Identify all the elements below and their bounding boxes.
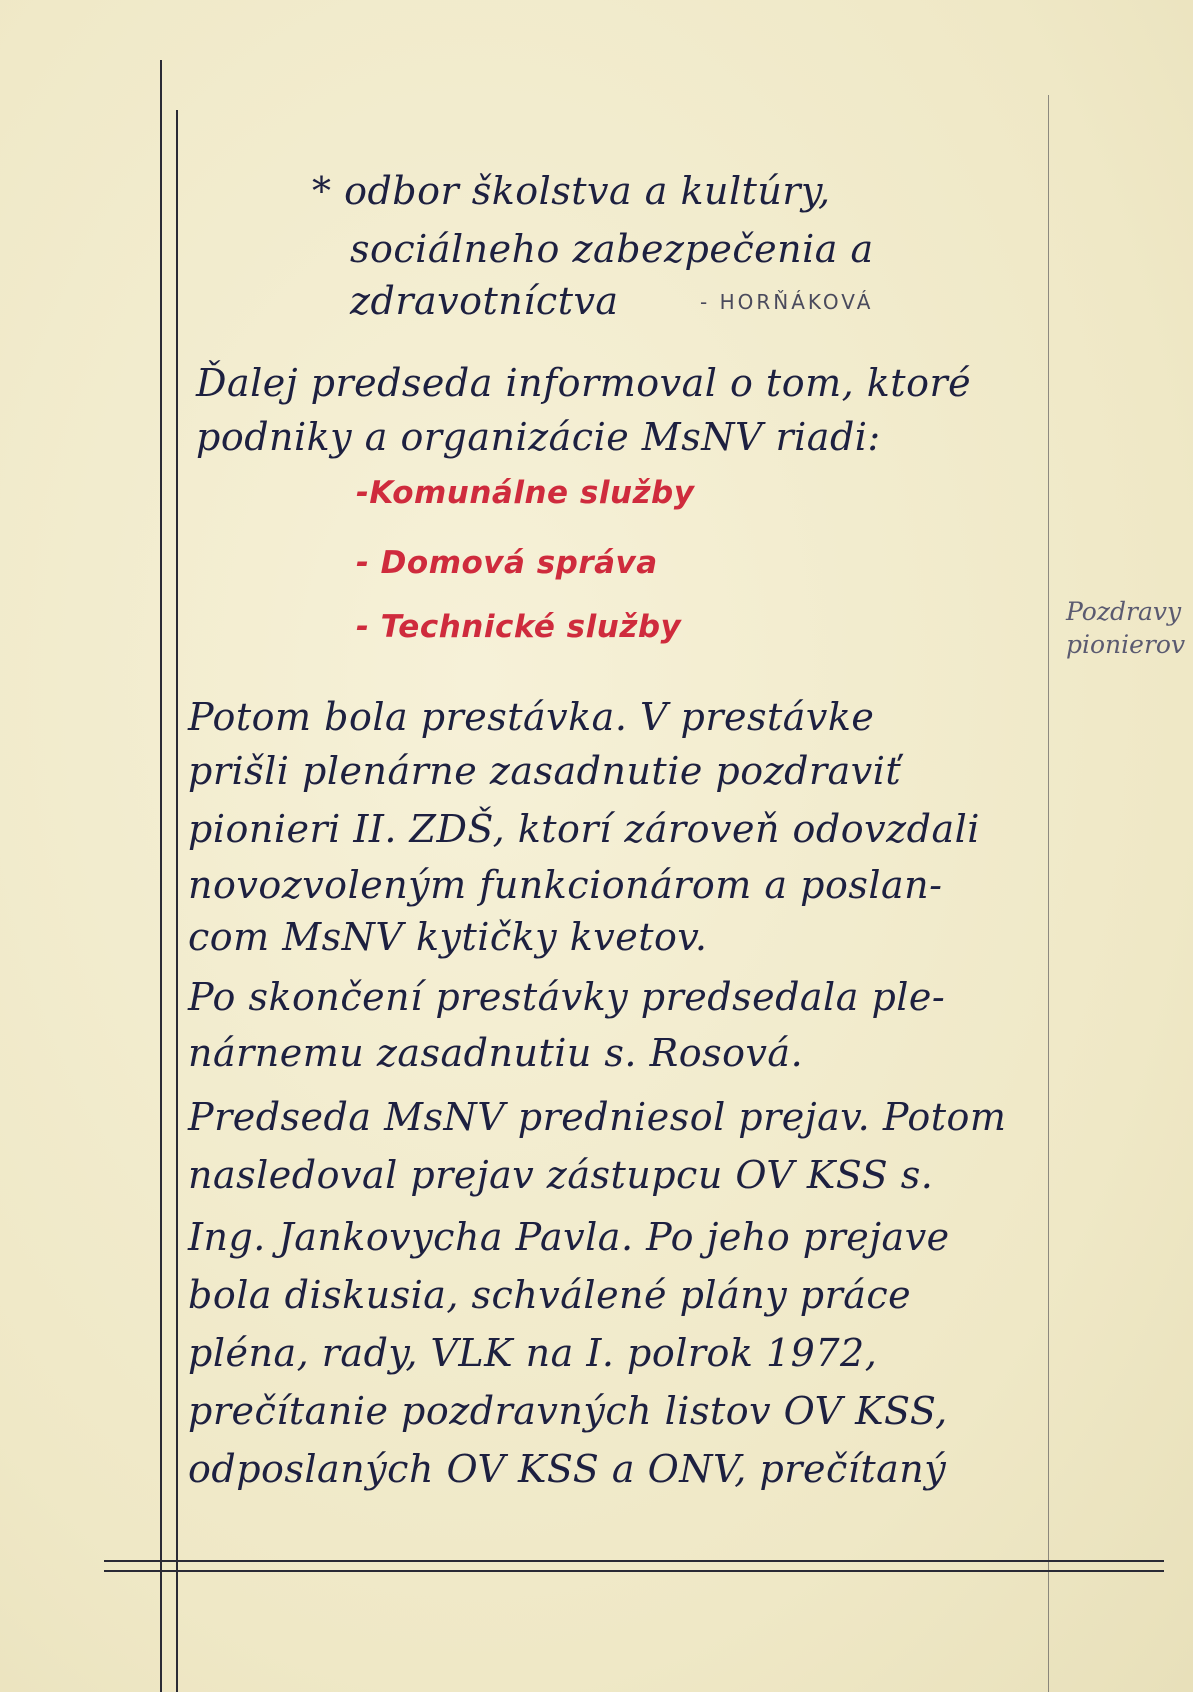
bottom-rule-bottom bbox=[104, 1570, 1164, 1572]
text-line: Potom bola prestávka. V prestávke bbox=[188, 695, 875, 739]
text-line: prečítanie pozdravných listov OV KSS, bbox=[188, 1389, 948, 1433]
text-line: * odbor školstva a kultúry, bbox=[312, 169, 831, 213]
left-margin-line-inner bbox=[176, 110, 178, 1692]
left-margin-line-outer bbox=[160, 60, 162, 1692]
text-line: sociálneho zabezpečenia a bbox=[350, 227, 874, 271]
right-margin-line bbox=[1048, 95, 1049, 1692]
text-line: prišli plenárne zasadnutie pozdraviť bbox=[188, 749, 902, 793]
text-line: Ďalej predseda informoval o tom, ktoré bbox=[196, 361, 972, 405]
enterprise-item: - Technické služby bbox=[356, 609, 682, 645]
margin-note-line: Pozdravy bbox=[1066, 597, 1182, 626]
text-line: novozvoleným funkcionárom a poslan- bbox=[188, 863, 943, 907]
text-line: com MsNV kytičky kvetov. bbox=[188, 915, 708, 959]
text-line: nasledoval prejav zástupcu OV KSS s. bbox=[188, 1153, 934, 1197]
text-line: odposlaných OV KSS a ONV, prečítaný bbox=[188, 1447, 947, 1491]
margin-note bbox=[1066, 596, 1185, 661]
text-line: Po skončení prestávky predsedala ple- bbox=[188, 975, 946, 1019]
enterprise-item: - Domová správa bbox=[356, 545, 658, 581]
text-line: nárnemu zasadnutiu s. Rosová. bbox=[188, 1031, 804, 1075]
text-line: pionieri II. ZDŠ, ktorí zároveň odovzdali bbox=[188, 807, 980, 851]
text-line: podniky a organizácie MsNV riadi: bbox=[196, 415, 881, 459]
text-line: zdravotníctva bbox=[350, 279, 619, 323]
text-line: pléna, rady, VLK na I. polrok 1972, bbox=[188, 1331, 878, 1375]
bottom-rule-top bbox=[104, 1560, 1164, 1562]
text-line: bola diskusia, schválené plány práce bbox=[188, 1273, 912, 1317]
enterprise-item: -Komunálne služby bbox=[356, 475, 695, 511]
annotation-name: - HORŇÁKOVÁ bbox=[700, 290, 874, 314]
margin-note-line: pionierov bbox=[1066, 629, 1186, 659]
text-line: Predseda MsNV predniesol prejav. Potom bbox=[188, 1095, 1007, 1139]
text-line: Ing. Jankovycha Pavla. Po jeho prejave bbox=[188, 1215, 950, 1259]
